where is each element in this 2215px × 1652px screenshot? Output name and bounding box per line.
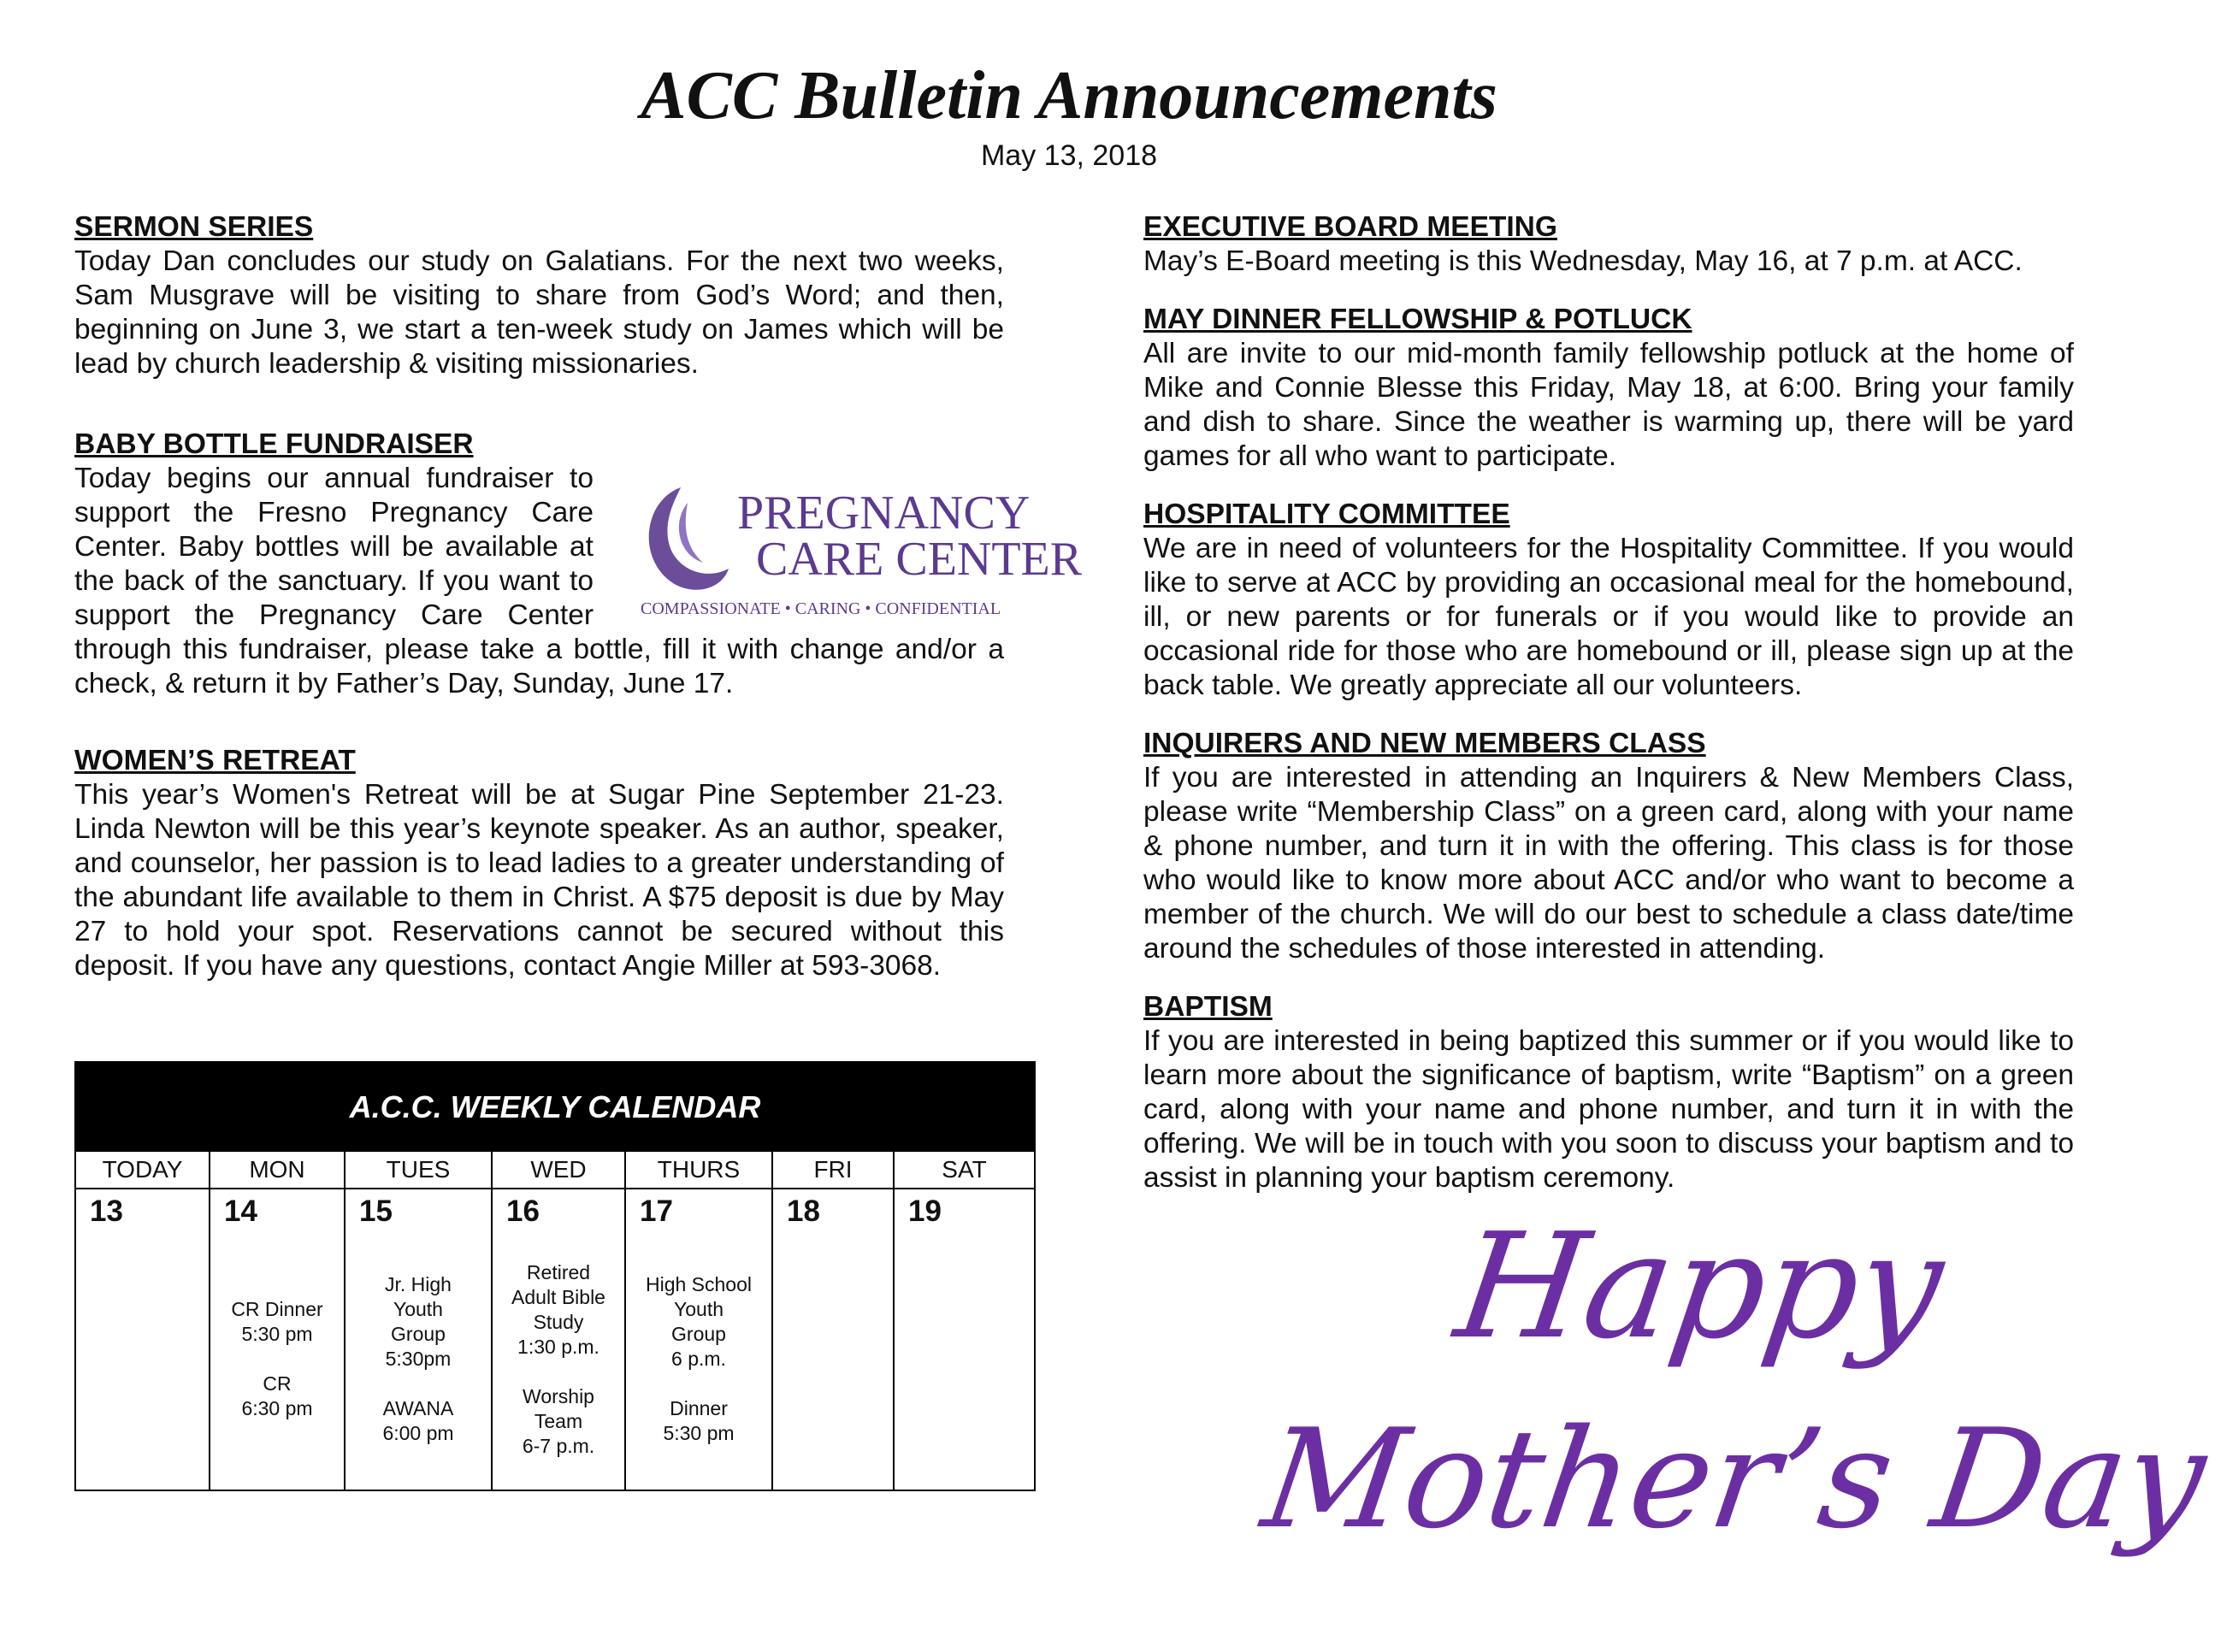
calendar-cell (210, 1189, 346, 1490)
hospitality-heading: HOSPITALITY COMMITTEE (1143, 499, 1510, 530)
sermon-series-heading: SERMON SERIES (74, 211, 314, 243)
may-dinner-body: All are invite to our mid-month family fellowship potluck at the home of Mike and Connie Blesse this Friday, May 18, at 6:00. Bring your family and dish to share. Since the weather is warming up, there will be yard games for all who want to participate. (1143, 338, 2074, 472)
womens-retreat-section (74, 744, 1004, 983)
cell-events (76, 1236, 209, 1483)
calendar-cell (493, 1189, 626, 1490)
baptism-body: If you are interested in being baptized this summer or if you would like to learn more about the significance of baptism, write “Baptism” on a green card, along with your name and phone number, and turn it in with the offering. We will be in touch with you soon to discuss your baptism and to assist in planning your baptism ceremony. (1143, 1025, 2074, 1194)
hospitality-section (1143, 498, 2074, 703)
logo-line1: PREGNANCY (737, 487, 1031, 540)
day-header: SAT (942, 1156, 987, 1183)
day-header: MON (210, 1152, 346, 1188)
logo-line2: CARE CENTER (756, 533, 1083, 586)
womens-retreat-body: This year’s Women's Retreat will be at Sugar Pine September 21-23. Linda Newton will be this year’s keynote speaker. As an author, speaker, and counselor, her passion is to lead ladies to a greater understanding of the abundant life available to them in Christ. A $75 deposit is due by May 27 to hold your spot. Reservations cannot be secured without this deposit. If you have any questions, contact Angie Miller at 593-3068. (74, 779, 1004, 982)
left-column (74, 210, 1083, 983)
day-header: WED (493, 1152, 626, 1188)
may-dinner-heading: MAY DINNER FELLOWSHIP & POTLUCK (1143, 304, 1692, 335)
cell-events: CR Dinner 5:30 pm CR 6:30 pm (231, 1298, 323, 1419)
greeting-mothers-day: Mother’s Day (1254, 1399, 2215, 1559)
womens-retreat-heading: WOMEN’S RETREAT (74, 745, 356, 776)
cell-events: High School Youth Group 6 p.m. Dinner 5:30 pm (645, 1273, 753, 1444)
calendar-cell (76, 1189, 210, 1490)
executive-board-section (1143, 210, 2074, 279)
calendar-day-headers (76, 1152, 1034, 1189)
weekly-calendar (74, 1061, 1036, 1491)
calendar-title: A.C.C. WEEKLY CALENDAR (76, 1063, 1034, 1152)
day-header: THURS (626, 1152, 773, 1188)
day-header: TUES (346, 1152, 493, 1188)
greeting-happy: Happy (1447, 1202, 1953, 1372)
bulletin-date: May 13, 2018 (980, 139, 1158, 172)
cell-events (895, 1236, 1034, 1483)
pregnancy-care-center-logo (628, 462, 1083, 624)
page-title: ACC Bulletin Announcements (641, 58, 1497, 133)
may-dinner-section (1143, 303, 2074, 474)
calendar-cells (76, 1189, 1034, 1490)
sermon-series-section (74, 210, 1004, 381)
executive-board-heading: EXECUTIVE BOARD MEETING (1143, 211, 1557, 243)
cell-events: Retired Adult Bible Study 1:30 p.m. Worship Team 6-7 p.m. (511, 1260, 605, 1457)
cell-date: 17 (640, 1195, 673, 1228)
cell-events: Jr. High Youth Group 5:30pm AWANA 6:00 pm (382, 1273, 454, 1444)
inquirers-heading: INQUIRERS AND NEW MEMBERS CLASS (1143, 728, 1706, 759)
calendar-cell (346, 1189, 493, 1490)
calendar-cell (626, 1189, 773, 1490)
cell-date: 13 (90, 1195, 123, 1228)
logo-swirl-icon (628, 462, 1083, 624)
cell-date: 14 (224, 1195, 257, 1228)
baby-bottle-section (74, 428, 1083, 701)
baptism-section (1143, 990, 2074, 1195)
cell-date: 18 (787, 1195, 820, 1228)
cell-events (773, 1236, 893, 1483)
logo-tagline: COMPASSIONATE • CARING • CONFIDENTIAL (641, 599, 1001, 618)
cell-date: 19 (908, 1195, 942, 1228)
day-header: TODAY (76, 1152, 210, 1188)
calendar-cell (895, 1189, 1034, 1490)
inquirers-section (1143, 727, 2074, 966)
day-header: FRI (773, 1152, 895, 1188)
calendar-cell (773, 1189, 895, 1490)
baptism-heading: BAPTISM (1143, 991, 1273, 1023)
cell-date: 16 (506, 1195, 540, 1228)
executive-board-body: May’s E-Board meeting is this Wednesday, May 16, at 7 p.m. at ACC. (1143, 245, 2023, 277)
baby-bottle-heading: BABY BOTTLE FUNDRAISER (74, 428, 474, 460)
cell-date: 15 (359, 1195, 393, 1228)
sermon-series-body: Today Dan concludes our study on Galatians. For the next two weeks, Sam Musgrave will be visiting to share from God’s Word; and then, beginning on June 3, we start a ten-week study on James which will be lead by church leadership & visiting missionaries. (74, 245, 1004, 380)
inquirers-body: If you are interested in attending an Inquirers & New Members Class, please write “Membership Class” on a green card, along with your name & phone number, and turn it in with the offering. This class is for those who would like to know more about ACC and/or who want to become a member of the church. We will do our best to schedule a class date/time around the schedules of those interested in attending. (1143, 762, 2074, 965)
right-column (1143, 210, 2074, 1195)
baby-bottle-body: Today begins our annual fundraiser to support the Fresno Pregnancy Care Center. Baby bottles will be available at the back of the sanctuary. If you want to support the Pregnancy Care Center through this fundraiser, please take a bottle, fill it with change and/or a check, & return it by Father’s Day, Sunday, June 17. (74, 463, 1004, 699)
hospitality-body: We are in need of volunteers for the Hospitality Committee. If you would like to serve at ACC by providing an occasional meal for the homebound, ill, or new parents or for funerals or if you would like to provide an occasional ride for those who are homebound or ill, please sign up at the back table. We greatly appreciate all our volunteers. (1143, 533, 2074, 701)
